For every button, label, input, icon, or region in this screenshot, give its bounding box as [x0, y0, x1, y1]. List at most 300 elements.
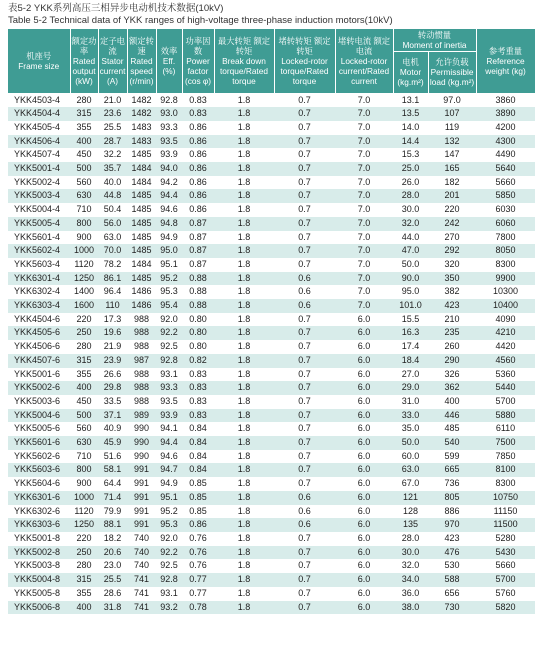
table-cell: 987 — [127, 354, 156, 368]
frame-size-cell: YKK4504-4 — [8, 107, 70, 121]
table-row — [8, 285, 535, 299]
table-cell: 5820 — [476, 601, 535, 615]
table-row — [8, 422, 535, 436]
header-current-cn: 定子电流 — [100, 35, 125, 56]
table-cell: 31.8 — [98, 601, 127, 615]
table-cell: 88.1 — [98, 518, 127, 532]
header-locked-current-en: Locked-rotor current/Rated current — [338, 55, 390, 86]
table-cell: 6.0 — [335, 601, 393, 615]
table-cell: 8100 — [476, 463, 535, 477]
table-cell: 9900 — [476, 272, 535, 286]
table-cell: 0.85 — [182, 477, 214, 491]
motor-spec-table — [8, 29, 536, 614]
table-cell: 0.83 — [182, 368, 214, 382]
table-cell: 1.8 — [214, 601, 274, 615]
table-cell: 67.0 — [393, 477, 428, 491]
table-cell: 7.0 — [335, 203, 393, 217]
table-cell: 92.8 — [156, 354, 182, 368]
table-cell: 665 — [428, 463, 476, 477]
table-cell: 50.0 — [393, 258, 428, 272]
header-efficiency — [156, 29, 182, 93]
table-cell: 900 — [70, 477, 98, 491]
header-output-en: Rated output (kW) — [72, 55, 96, 86]
table-cell: 3860 — [476, 93, 535, 107]
table-cell: 6.0 — [335, 587, 393, 601]
table-cell: 5880 — [476, 409, 535, 423]
header-rated-speed — [127, 29, 156, 93]
frame-size-cell: YKK4505-6 — [8, 326, 70, 340]
table-cell: 476 — [428, 546, 476, 560]
table-cell: 0.6 — [274, 491, 335, 505]
table-cell: 107 — [428, 107, 476, 121]
table-row — [8, 559, 535, 573]
table-cell: 95.3 — [156, 518, 182, 532]
table-cell: 1.8 — [214, 217, 274, 231]
table-cell: 5360 — [476, 368, 535, 382]
header-frame-en: Frame size — [18, 60, 60, 71]
table-cell: 21.9 — [98, 340, 127, 354]
header-rated-output — [70, 29, 98, 93]
table-cell: 1484 — [127, 258, 156, 272]
table-cell: 135 — [393, 518, 428, 532]
table-cell: 1.8 — [214, 436, 274, 450]
table-cell: 7.0 — [335, 217, 393, 231]
table-cell: 58.1 — [98, 463, 127, 477]
table-cell: 0.7 — [274, 463, 335, 477]
table-cell: 45.9 — [98, 436, 127, 450]
table-cell: 260 — [428, 340, 476, 354]
table-cell: 0.76 — [182, 546, 214, 560]
table-cell: 0.7 — [274, 231, 335, 245]
table-cell: 355 — [70, 121, 98, 135]
table-cell: 0.7 — [274, 559, 335, 573]
table-cell: 21.0 — [98, 93, 127, 107]
table-cell: 94.0 — [156, 162, 182, 176]
table-cell: 96.4 — [98, 285, 127, 299]
table-cell: 1.8 — [214, 463, 274, 477]
header-breakdown-torque — [214, 29, 274, 93]
table-cell: 0.86 — [182, 148, 214, 162]
table-cell: 0.84 — [182, 436, 214, 450]
table-cell: 20.6 — [98, 546, 127, 560]
table-cell: 93.3 — [156, 121, 182, 135]
table-cell: 17.4 — [393, 340, 428, 354]
table-cell: 500 — [70, 162, 98, 176]
table-cell: 1485 — [127, 244, 156, 258]
table-cell: 93.0 — [156, 107, 182, 121]
caption-chinese: 表5-2 YKK系列高压三相异步电动机技术数据(10kV) — [8, 3, 224, 14]
table-cell: 6.0 — [335, 532, 393, 546]
table-cell: 5660 — [476, 559, 535, 573]
table-cell: 94.1 — [156, 422, 182, 436]
table-cell: 37.1 — [98, 409, 127, 423]
table-cell: 71.4 — [98, 491, 127, 505]
table-cell: 40.0 — [98, 176, 127, 190]
frame-size-cell: YKK5003-8 — [8, 559, 70, 573]
table-cell: 0.6 — [274, 505, 335, 519]
table-cell: 4200 — [476, 121, 535, 135]
table-cell: 1.8 — [214, 368, 274, 382]
table-cell: 0.7 — [274, 203, 335, 217]
table-cell: 400 — [70, 135, 98, 149]
table-cell: 1.8 — [214, 244, 274, 258]
header-weight-en: Reference weight (kg) — [485, 55, 526, 76]
table-cell: 6110 — [476, 422, 535, 436]
table-cell: 4560 — [476, 354, 535, 368]
table-cell: 0.86 — [182, 176, 214, 190]
table-cell: 7.0 — [335, 272, 393, 286]
table-cell: 50.4 — [98, 203, 127, 217]
frame-size-cell: YKK5005-8 — [8, 587, 70, 601]
header-stator-current — [98, 29, 127, 93]
table-cell: 320 — [428, 258, 476, 272]
table-cell: 1484 — [127, 162, 156, 176]
table-cell: 92.0 — [156, 313, 182, 327]
table-cell: 4090 — [476, 313, 535, 327]
table-cell: 93.1 — [156, 587, 182, 601]
table-cell: 5640 — [476, 162, 535, 176]
table-cell: 1000 — [70, 244, 98, 258]
table-cell: 90.0 — [393, 272, 428, 286]
table-cell: 15.5 — [393, 313, 428, 327]
header-inertia-cn: 转动惯量 — [417, 29, 452, 40]
table-cell: 0.7 — [274, 148, 335, 162]
header-speed-cn: 额定转速 — [129, 35, 154, 56]
table-cell: 1486 — [127, 285, 156, 299]
header-breakdown-cn: 最大转矩 额定转矩 — [217, 35, 271, 56]
table-cell: 1.8 — [214, 587, 274, 601]
table-cell: 93.2 — [156, 601, 182, 615]
table-cell: 0.6 — [274, 272, 335, 286]
table-cell: 355 — [70, 587, 98, 601]
frame-size-cell: YKK5601-4 — [8, 231, 70, 245]
table-cell: 599 — [428, 450, 476, 464]
frame-size-cell: YKK5003-6 — [8, 395, 70, 409]
table-cell: 1.8 — [214, 231, 274, 245]
table-cell: 94.6 — [156, 203, 182, 217]
header-locked-current-cn: 堵转电流 额定电流 — [337, 35, 391, 56]
table-cell: 7500 — [476, 436, 535, 450]
table-cell: 0.84 — [182, 463, 214, 477]
table-cell: 220 — [70, 313, 98, 327]
table-cell: 0.7 — [274, 573, 335, 587]
table-cell: 10300 — [476, 285, 535, 299]
header-motor-cn: 电机 — [402, 57, 419, 67]
table-cell: 0.84 — [182, 450, 214, 464]
table-cell: 1.8 — [214, 313, 274, 327]
table-cell: 119 — [428, 121, 476, 135]
table-cell: 15.3 — [393, 148, 428, 162]
table-cell: 25.0 — [393, 162, 428, 176]
table-cell: 6.0 — [335, 368, 393, 382]
table-cell: 0.7 — [274, 121, 335, 135]
table-cell: 6.0 — [335, 381, 393, 395]
table-row — [8, 546, 535, 560]
table-cell: 47.0 — [393, 244, 428, 258]
table-cell: 1.8 — [214, 450, 274, 464]
table-cell: 6.0 — [335, 354, 393, 368]
header-eff-cn: 效率 — [160, 45, 178, 56]
table-cell: 0.7 — [274, 477, 335, 491]
table-cell: 1.8 — [214, 546, 274, 560]
header-output-cn: 额定功率 — [71, 35, 97, 56]
table-cell: 315 — [70, 107, 98, 121]
table-cell: 0.87 — [182, 258, 214, 272]
table-cell: 0.80 — [182, 326, 214, 340]
table-cell: 7.0 — [335, 107, 393, 121]
table-cell: 40.9 — [98, 422, 127, 436]
table-cell: 741 — [127, 587, 156, 601]
header-frame-size — [8, 29, 70, 93]
table-cell: 95.1 — [156, 491, 182, 505]
table-cell: 11150 — [476, 505, 535, 519]
table-cell: 989 — [127, 409, 156, 423]
table-cell: 94.4 — [156, 436, 182, 450]
table-cell: 28.7 — [98, 135, 127, 149]
table-cell: 44.8 — [98, 189, 127, 203]
table-cell: 8300 — [476, 258, 535, 272]
table-cell: 988 — [127, 313, 156, 327]
table-cell: 86.1 — [98, 272, 127, 286]
table-cell: 7.0 — [335, 121, 393, 135]
table-cell: 29.8 — [98, 381, 127, 395]
table-cell: 250 — [70, 546, 98, 560]
table-cell: 6.0 — [335, 505, 393, 519]
table-cell: 0.7 — [274, 601, 335, 615]
table-cell: 28.6 — [98, 587, 127, 601]
table-cell: 0.7 — [274, 436, 335, 450]
table-cell: 29.0 — [393, 381, 428, 395]
table-cell: 1.8 — [214, 107, 274, 121]
table-row — [8, 409, 535, 423]
table-cell: 1.8 — [214, 189, 274, 203]
frame-size-cell: YKK5002-8 — [8, 546, 70, 560]
table-row — [8, 381, 535, 395]
frame-size-cell: YKK5006-8 — [8, 601, 70, 615]
table-cell: 92.8 — [156, 573, 182, 587]
table-cell: 1486 — [127, 299, 156, 313]
table-cell: 92.5 — [156, 340, 182, 354]
table-row — [8, 395, 535, 409]
table-cell: 805 — [428, 491, 476, 505]
table-cell: 450 — [70, 148, 98, 162]
table-cell: 0.7 — [274, 326, 335, 340]
table-cell: 0.7 — [274, 546, 335, 560]
table-cell: 23.9 — [98, 354, 127, 368]
table-cell: 93.9 — [156, 148, 182, 162]
table-cell: 5280 — [476, 532, 535, 546]
table-cell: 1484 — [127, 176, 156, 190]
table-cell: 1250 — [70, 272, 98, 286]
table-cell: 991 — [127, 505, 156, 519]
table-cell: 94.8 — [156, 217, 182, 231]
table-cell: 0.86 — [182, 518, 214, 532]
table-cell: 30.0 — [393, 203, 428, 217]
table-cell: 6.0 — [335, 422, 393, 436]
table-cell: 19.6 — [98, 326, 127, 340]
table-cell: 1485 — [127, 189, 156, 203]
table-cell: 5700 — [476, 573, 535, 587]
table-cell: 0.76 — [182, 532, 214, 546]
table-cell: 95.1 — [156, 258, 182, 272]
table-cell: 988 — [127, 326, 156, 340]
table-cell: 92.8 — [156, 93, 182, 107]
table-cell: 400 — [70, 381, 98, 395]
table-row — [8, 107, 535, 121]
table-cell: 97.0 — [428, 93, 476, 107]
frame-size-cell: YKK5003-4 — [8, 189, 70, 203]
table-cell: 6.0 — [335, 463, 393, 477]
table-cell: 0.88 — [182, 299, 214, 313]
table-cell: 0.80 — [182, 340, 214, 354]
table-cell: 50.0 — [393, 436, 428, 450]
table-cell: 1.8 — [214, 135, 274, 149]
table-cell: 990 — [127, 450, 156, 464]
table-cell: 7800 — [476, 231, 535, 245]
table-cell: 1.8 — [214, 326, 274, 340]
table-cell: 35.7 — [98, 162, 127, 176]
frame-size-cell: YKK6303-6 — [8, 518, 70, 532]
table-row — [8, 121, 535, 135]
table-cell: 5660 — [476, 176, 535, 190]
frame-size-cell: YKK5004-6 — [8, 409, 70, 423]
table-row — [8, 93, 535, 107]
table-row — [8, 162, 535, 176]
table-cell: 1485 — [127, 231, 156, 245]
table-cell: 10750 — [476, 491, 535, 505]
table-cell: 0.77 — [182, 587, 214, 601]
table-cell: 56.0 — [98, 217, 127, 231]
table-cell: 92.5 — [156, 559, 182, 573]
table-cell: 423 — [428, 532, 476, 546]
frame-size-cell: YKK4503-4 — [8, 93, 70, 107]
table-row — [8, 505, 535, 519]
table-cell: 5850 — [476, 189, 535, 203]
header-motor-en: Motor (kg.m²) — [397, 67, 424, 87]
table-cell: 32.0 — [393, 559, 428, 573]
header-permissible-cn: 允许负载 — [435, 57, 469, 67]
table-cell: 95.0 — [156, 244, 182, 258]
table-row — [8, 244, 535, 258]
table-cell: 0.7 — [274, 381, 335, 395]
table-cell: 6.0 — [335, 518, 393, 532]
table-cell: 44.0 — [393, 231, 428, 245]
header-locked-rotor-current — [335, 29, 393, 93]
header-permissible-load — [428, 51, 476, 93]
table-cell: 4210 — [476, 326, 535, 340]
table-cell: 0.87 — [182, 244, 214, 258]
header-pf-cn: 功率因数 — [185, 35, 211, 56]
table-row — [8, 217, 535, 231]
table-cell: 280 — [70, 93, 98, 107]
table-cell: 0.7 — [274, 450, 335, 464]
table-cell: 0.7 — [274, 340, 335, 354]
table-cell: 34.0 — [393, 573, 428, 587]
table-cell: 0.7 — [274, 217, 335, 231]
table-cell: 8300 — [476, 477, 535, 491]
table-cell: 990 — [127, 436, 156, 450]
table-cell: 0.82 — [182, 354, 214, 368]
table-cell: 0.86 — [182, 162, 214, 176]
table-cell: 400 — [70, 601, 98, 615]
table-cell: 93.9 — [156, 409, 182, 423]
table-cell: 1.8 — [214, 340, 274, 354]
frame-size-cell: YKK6301-6 — [8, 491, 70, 505]
table-cell: 5430 — [476, 546, 535, 560]
table-row — [8, 313, 535, 327]
table-cell: 33.5 — [98, 395, 127, 409]
table-row — [8, 340, 535, 354]
table-cell: 0.80 — [182, 313, 214, 327]
table-cell: 0.6 — [274, 518, 335, 532]
table-cell: 0.7 — [274, 107, 335, 121]
frame-size-cell: YKK4507-6 — [8, 354, 70, 368]
header-locked-rotor-torque — [274, 29, 335, 93]
table-cell: 32.2 — [98, 148, 127, 162]
table-cell: 0.7 — [274, 244, 335, 258]
table-cell: 36.0 — [393, 587, 428, 601]
table-cell: 6.0 — [335, 340, 393, 354]
table-cell: 32.0 — [393, 217, 428, 231]
table-cell: 93.5 — [156, 395, 182, 409]
table-cell: 0.6 — [274, 299, 335, 313]
table-cell: 0.87 — [182, 231, 214, 245]
header-motor-inertia — [393, 51, 428, 93]
table-cell: 630 — [70, 436, 98, 450]
table-cell: 1.8 — [214, 272, 274, 286]
table-cell: 11500 — [476, 518, 535, 532]
table-cell: 988 — [127, 395, 156, 409]
table-cell: 1.8 — [214, 505, 274, 519]
table-cell: 0.87 — [182, 217, 214, 231]
table-cell: 220 — [428, 203, 476, 217]
frame-size-cell: YKK5002-6 — [8, 381, 70, 395]
table-cell: 0.7 — [274, 395, 335, 409]
table-cell: 1.8 — [214, 559, 274, 573]
table-cell: 6.0 — [335, 436, 393, 450]
table-cell: 1.8 — [214, 381, 274, 395]
table-cell: 991 — [127, 477, 156, 491]
table-cell: 0.85 — [182, 505, 214, 519]
table-cell: 0.86 — [182, 189, 214, 203]
table-cell: 446 — [428, 409, 476, 423]
table-cell: 93.5 — [156, 135, 182, 149]
table-cell: 315 — [70, 354, 98, 368]
table-cell: 0.6 — [274, 285, 335, 299]
table-cell: 7.0 — [335, 231, 393, 245]
table-cell: 1.8 — [214, 409, 274, 423]
table-cell: 423 — [428, 299, 476, 313]
frame-size-cell: YKK5001-8 — [8, 532, 70, 546]
frame-size-cell: YKK5005-4 — [8, 217, 70, 231]
table-cell: 1.8 — [214, 477, 274, 491]
table-cell: 740 — [127, 532, 156, 546]
table-row — [8, 450, 535, 464]
table-cell: 270 — [428, 231, 476, 245]
table-cell: 95.2 — [156, 505, 182, 519]
table-cell: 132 — [428, 135, 476, 149]
frame-size-cell: YKK6302-4 — [8, 285, 70, 299]
table-cell: 8050 — [476, 244, 535, 258]
table-cell: 0.86 — [182, 121, 214, 135]
table-body — [8, 93, 535, 614]
table-cell: 5700 — [476, 395, 535, 409]
table-row — [8, 518, 535, 532]
table-cell: 1.8 — [214, 203, 274, 217]
table-cell: 355 — [70, 368, 98, 382]
table-cell: 63.0 — [98, 231, 127, 245]
table-cell: 1.8 — [214, 395, 274, 409]
